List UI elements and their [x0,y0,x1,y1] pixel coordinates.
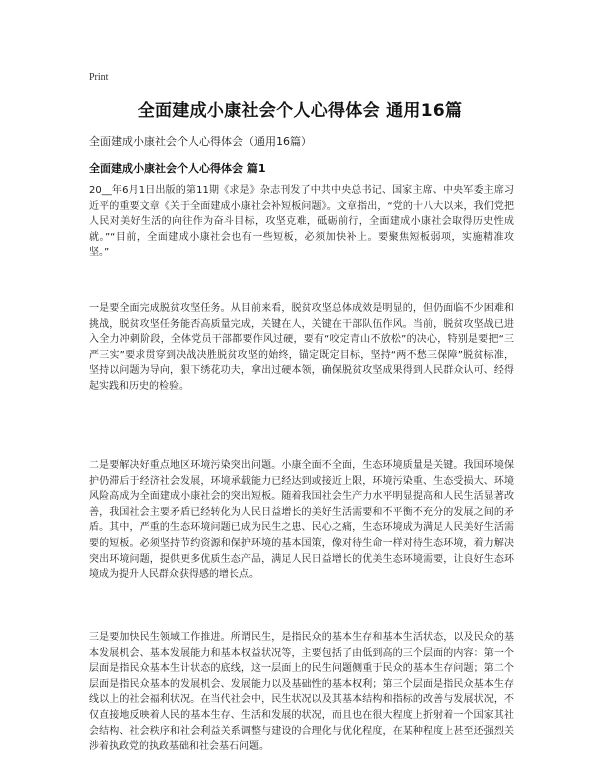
section-heading: 全面建成小康社会个人心得体会 篇1 [89,162,266,175]
paragraph-poverty-alleviation: 一是要全面完成脱贫攻坚任务。从目前来看，脱贫攻坚总体成效是明显的，但仍面临不少困难和挑战，脱贫攻坚任务能否高质量完成，关键在人，关键在干部队伍作风。当前，脱贫攻坚战已进入全力冲刺阶段，全体党员干部都要作风过硬，要有“咬定青山不放松”的决心，特别是要把“三严三实”要求贯穿到决战决胜脱贫攻坚的始终，锚定既定目标，坚持“两不愁三保障”脱贫标准，坚持以问题为导向，狠下绣花功夫，拿出过硬本领，确保脱贫攻坚成果得到人民群众认可、经得起实践和历史的检验。 [89,303,514,392]
page-title: 全面建成小康社会个人心得体会 通用16篇 [137,101,463,121]
document-subtitle: 全面建成小康社会个人心得体会（通用16篇） [89,135,312,148]
paragraph-intro: 20__年6月1日出版的第11期《求是》杂志刊发了中共中央总书记、国家主席、中央军委主席习近平的重要文章《关于全面建成小康社会补短板问题》。文章指出，“党的十八大以来，我们党把人民对美好生活的向往作为奋斗目标，攻坚克难，砥砺前行，全面建成小康社会取得历史性成就。”“目前，全面建成小康社会也有一些短板，必须加快补上。要聚焦短板弱项，实施精准攻坚。” [89,185,514,259]
print-label: Print [89,72,109,83]
paragraph-environment: 二是要解决好重点地区环境污染突出问题。小康全面不全面，生态环境质量是关键。我国环境保护仍滞后于经济社会发展，环境承载能力已经达到或接近上限，环境污染重、生态受损大、环境风险高成为全面建成小康社会的突出短板。随着我国社会生产力水平明显提高和人民生活显著改善，我国社会主要矛盾已经转化为人民日益增长的美好生活需要和不平衡不充分的发展之间的矛盾。其中，严重的生态环境问题已成为民生之患、民心之痛，生态环境成为满足人民美好生活需要的短板。必须坚持节约资源和保护环境的基本国策，像对待生命一样对待生态环境，着力解决突出环境问题，提供更多优质生态产品，满足人民日益增长的优美生态环境需要，让良好生态环境成为提升人民群众获得感的增长点。 [89,460,514,581]
paragraph-livelihood: 三是要加快民生领域工作推进。所谓民生，是指民众的基本生存和基本生活状态，以及民众的基本发展机会、基本发展能力和基本权益状况等，主要包括了由低到高的三个层面的内容：第一个层面是指民众基本生计状态的底线，这一层面上的民生问题侧重于民众的基本生存问题；第二个层面是指民众基本的发展机会、发展能力以及基础性的基本权利；第三个层面是指民众基本生存线以上的社会福利状况。在当代社会中，民生状况以及其基本结构和指标的改善与发展状况，不仅直接地反映着人民的基本生存、生活和发展的状况，而且也在很大程度上折射着一个国家其社会结构、社会秩序和社会利益关系调整与建设的合理化与优化程度，在某种程度上甚至还强烈关涉着执政党的执政基础和社会基石问题。 [89,632,514,753]
